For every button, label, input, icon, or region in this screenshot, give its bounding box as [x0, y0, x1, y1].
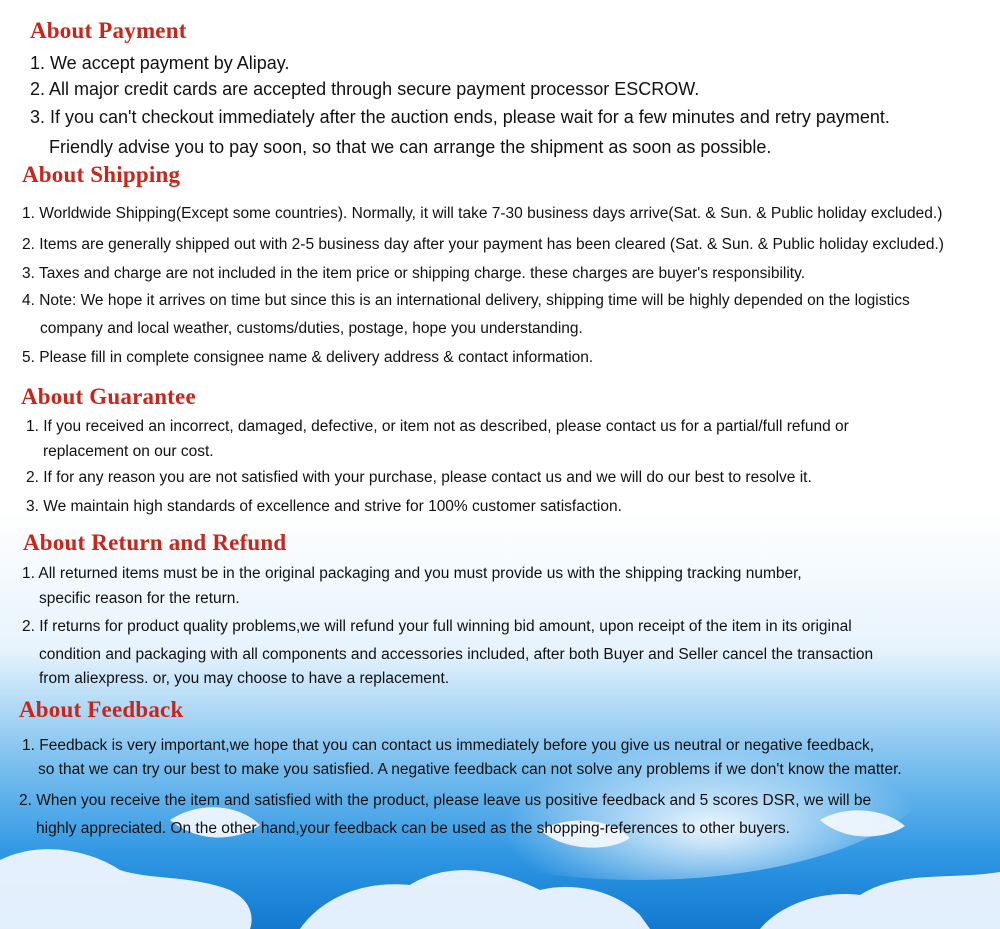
refund-heading: About Return and Refund: [23, 530, 287, 555]
feedback-line-2: so that we can try our best to make you satisfied. A negative feedback can not solve any problems if we don't know the matter.: [38, 761, 902, 778]
shipping-line-3: 3. Taxes and charge are not included in the item price or shipping charge. these charges are buyer's responsibility.: [22, 265, 805, 282]
refund-line-3: 2. If returns for product quality problems,we will refund your full winning bid amount, upon receipt of the item in its original: [22, 618, 852, 635]
refund-line-5: from aliexpress. or, you may choose to have a replacement.: [39, 670, 450, 687]
shipping-heading: About Shipping: [22, 162, 181, 187]
payment-line-1: 1. We accept payment by Alipay.: [30, 53, 290, 73]
payment-line-4: Friendly advise you to pay soon, so that we can arrange the shipment as soon as possible.: [49, 137, 772, 157]
guarantee-line-4: 3. We maintain high standards of excellence and strive for 100% customer satisfaction.: [26, 498, 622, 515]
shipping-line-6: 5. Please fill in complete consignee name & delivery address & contact information.: [22, 349, 594, 366]
refund-line-2: specific reason for the return.: [39, 590, 240, 607]
guarantee-heading: About Guarantee: [21, 384, 196, 409]
feedback-line-4: highly appreciated. On the other hand,your feedback can be used as the shopping-references to other buyers.: [36, 820, 790, 837]
payment-heading: About Payment: [30, 18, 187, 43]
shipping-line-5: company and local weather, customs/duties, postage, hope you understanding.: [40, 320, 583, 337]
refund-line-1: 1. All returned items must be in the original packaging and you must provide us with the shipping tracking number,: [22, 565, 802, 582]
feedback-line-3: 2. When you receive the item and satisfied with the product, please leave us positive feedback and 5 scores DSR, we will be: [19, 792, 872, 809]
shipping-line-2: 2. Items are generally shipped out with 2-5 business day after your payment has been cleared (Sat. & Sun. & Public holiday excluded.): [22, 236, 944, 253]
shipping-line-1: 1. Worldwide Shipping(Except some countries). Normally, it will take 7-30 business days arrive(Sat. & Sun. & Public holiday excluded.): [22, 205, 943, 222]
feedback-line-1: 1. Feedback is very important,we hope that you can contact us immediately before you give us neutral or negative feedback,: [22, 737, 875, 754]
refund-line-4: condition and packaging with all components and accessories included, after both Buyer and Seller cancel the transaction: [39, 646, 874, 663]
shipping-line-4: 4. Note: We hope it arrives on time but since this is an international delivery, shipping time will be highly depended on the logistics: [22, 292, 910, 309]
payment-line-2: 2. All major credit cards are accepted through secure payment processor ESCROW.: [30, 79, 700, 99]
payment-line-3: 3. If you can't checkout immediately after the auction ends, please wait for a few minutes and retry payment.: [30, 107, 890, 127]
guarantee-line-1: 1. If you received an incorrect, damaged, defective, or item not as described, please contact us for a partial/full refund or: [26, 418, 849, 435]
guarantee-line-3: 2. If for any reason you are not satisfied with your purchase, please contact us and we will do our best to resolve it.: [26, 469, 812, 486]
guarantee-line-2: replacement on our cost.: [43, 443, 214, 460]
feedback-heading: About Feedback: [19, 697, 184, 722]
